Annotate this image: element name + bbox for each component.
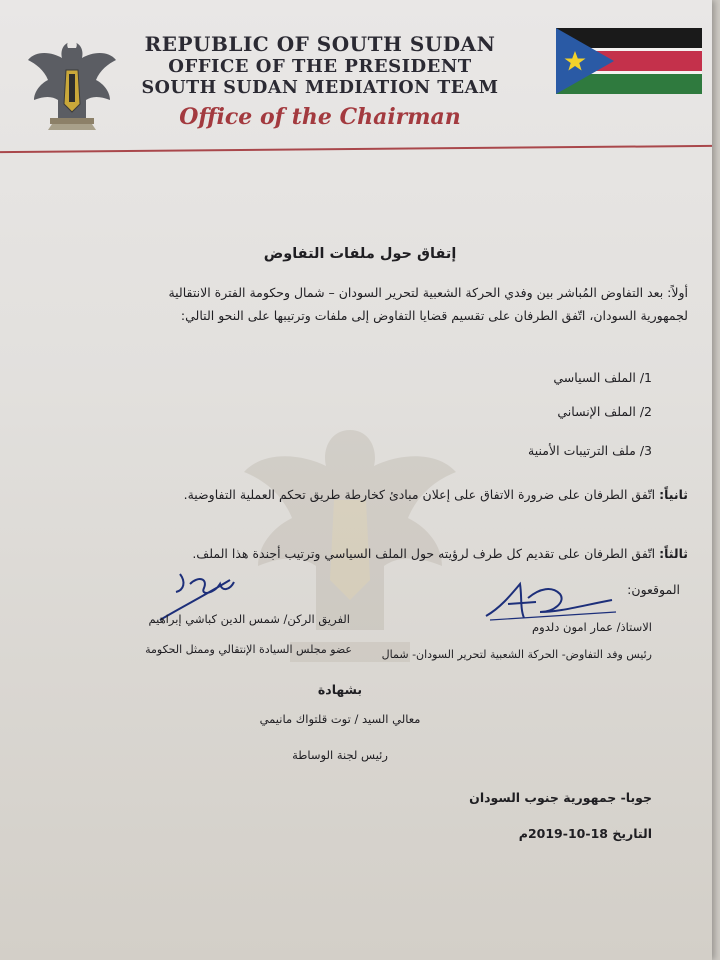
document-date: التاريخ 18-10-2019م (518, 826, 652, 841)
clause-third-label: ثالثاً: (659, 546, 688, 561)
witness-role: رئيس لجنة الوساطة (292, 748, 388, 762)
signer-left-role: عضو مجلس السيادة الإنتقالي وممثل الحكومة (145, 643, 352, 656)
witness-label: بشهادة (317, 682, 363, 697)
header-divider (0, 145, 712, 153)
clause-third-text: اتّفق الطرفان على تقديم كل طرف لرؤيته حول الملف السياسي وترتيب أجندة هذا الملف. (192, 546, 660, 561)
list-item: 3/ ملف الترتيبات الأمنية (528, 443, 652, 458)
header-country: REPUBLIC OF SOUTH SUDAN (144, 32, 496, 56)
flag-icon (556, 28, 702, 94)
clause-third (128, 542, 688, 565)
signature-right (480, 578, 620, 624)
signer-right-name: الاستاذ/ عمار امون دلدوم (532, 620, 652, 634)
clause-second (128, 483, 688, 506)
header-office-of-chairman: Office of the Chairman (179, 104, 461, 130)
header-office: OFFICE OF THE PRESIDENT (168, 56, 472, 77)
list-item: 1/ الملف السياسي (553, 370, 652, 385)
signer-right-role: رئيس وفد التفاوض- الحركة الشعبية لتحرير السودان- شمال (381, 648, 652, 661)
signer-left-name: الفريق الركن/ شمس الدين كباشي إبراهيم (148, 612, 350, 626)
clause-second-text: اتّفق الطرفان على ضرورة الاتفاق على إعلان مبادئ كخارطة طريق تحكم العملية التفاوضية. (183, 487, 660, 502)
clause-second-label: ثانياً: (659, 487, 688, 502)
signers-label: الموقعون: (627, 582, 680, 597)
document-place: جوبا- جمهورية جنوب السودان (469, 790, 652, 805)
header-team: SOUTH SUDAN MEDIATION TEAM (141, 78, 499, 98)
document-title: إتفاق حول ملفات التفاوض (263, 246, 457, 262)
list-item: 2/ الملف الإنساني (557, 404, 652, 419)
witness-name: معالي السيد / توت قلتواك مانيمي (259, 712, 421, 726)
clause-first: أولاً: بعد التفاوض المُباشر بين وفدي الحركة الشعبية لتحرير السودان – شمال وحكومة الفترة الانتقالية لجمهورية السودان، اتّفق الطرفان على تقسيم قضايا التفاوض إلى ملفات وترتيبها على النحو التالي: (168, 285, 688, 323)
